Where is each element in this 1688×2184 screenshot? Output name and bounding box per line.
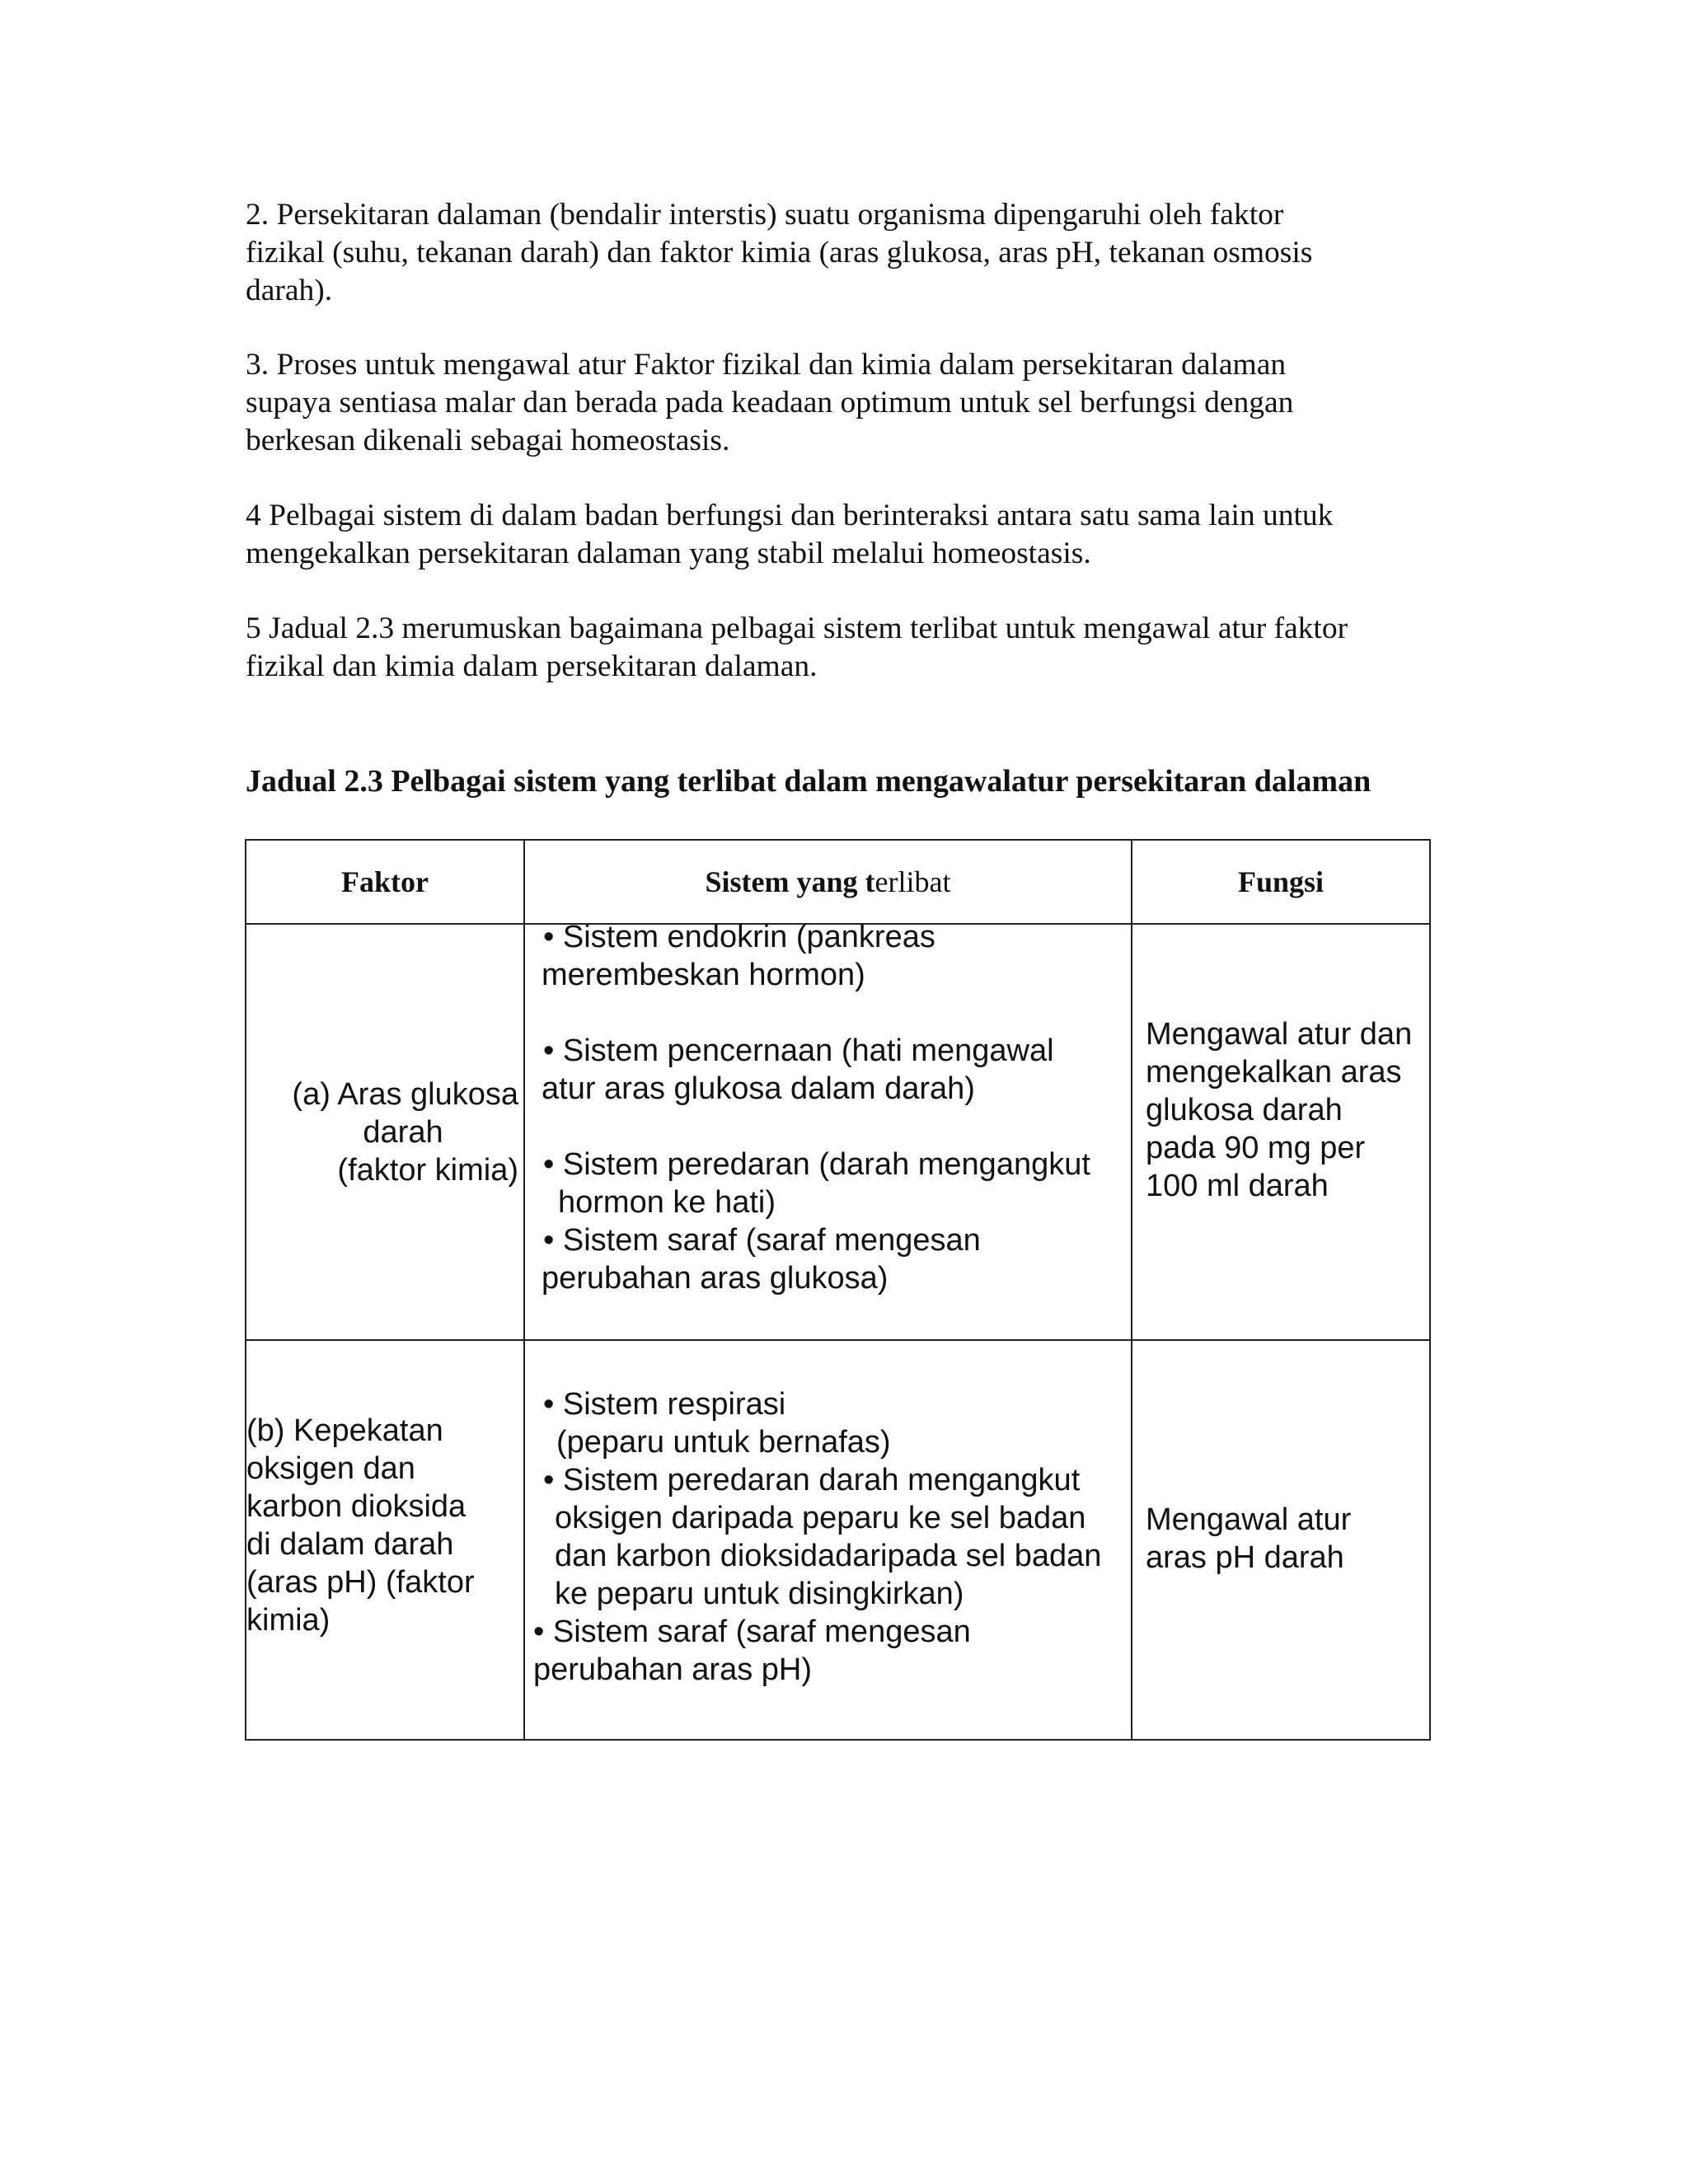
- paragraph-line: 4 Pelbagai sistem di dalam badan berfungsi dan berinteraksi antara satu sama lain untuk: [246, 499, 1334, 532]
- paragraph-line: darah).: [246, 274, 333, 307]
- header-faktor: Faktor: [246, 840, 524, 924]
- sistem-line: perubahan aras pH): [533, 1652, 812, 1687]
- fungsi-line: mengekalkan aras: [1146, 1055, 1402, 1090]
- faktor-line: (a) Aras glukosa: [292, 1076, 518, 1112]
- sistem-line: atur aras glukosa dalam darah): [542, 1071, 975, 1106]
- sistem-line: hormon ke hati): [558, 1185, 776, 1220]
- sistem-line: perubahan aras glukosa): [542, 1261, 889, 1296]
- faktor-line: di dalam darah: [246, 1527, 454, 1562]
- faktor-cell-b: [246, 1340, 524, 1740]
- sistem-line: • Sistem pencernaan (hati mengawal: [543, 1033, 1054, 1068]
- table-header-row: [246, 840, 1430, 924]
- header-sistem-plain: erlibat: [874, 865, 951, 898]
- paragraph-line: fizikal (suhu, tekanan darah) dan faktor kimia (aras glukosa, aras pH, tekanan osmosis: [246, 236, 1313, 269]
- paragraph-2: [246, 196, 1449, 310]
- fungsi-line: pada 90 mg per: [1146, 1131, 1366, 1165]
- header-sistem-bold: Sistem yang t: [705, 865, 875, 898]
- sistem-cell-b: [524, 1340, 1132, 1740]
- table-row: [246, 1340, 1430, 1740]
- table-caption: Jadual 2.3 Pelbagai sistem yang terlibat dalam mengawalatur persekitaran dalaman: [246, 764, 1372, 799]
- faktor-line: kimia): [246, 1603, 331, 1638]
- sistem-line: • Sistem peredaran (darah mengangkut: [543, 1147, 1090, 1182]
- faktor-cell-a: [246, 924, 524, 1340]
- paragraph-line: 2. Persekitaran dalaman (bendalir interstis) suatu organisma dipengaruhi oleh faktor: [246, 198, 1284, 232]
- header-sistem: [524, 840, 1132, 924]
- paragraph-line: berkesan dikenali sebagai homeostasis.: [246, 424, 730, 457]
- sistem-line: (peparu untuk bernafas): [556, 1425, 891, 1460]
- header-fungsi: Fungsi: [1132, 840, 1430, 924]
- spacer: [542, 994, 1128, 1032]
- sistem-line: • Sistem respirasi: [543, 1387, 786, 1422]
- paragraph-4: [246, 497, 1449, 573]
- sistem-line: • Sistem saraf (saraf mengesan: [533, 1615, 971, 1649]
- paragraph-line: 5 Jadual 2.3 merumuskan bagaimana pelbagai sistem terlibat untuk mengawal atur faktor: [246, 612, 1348, 645]
- fungsi-line: Mengawal atur dan: [1146, 1017, 1413, 1052]
- fungsi-line: glukosa darah: [1146, 1093, 1343, 1127]
- sistem-line: ke peparu untuk disingkirkan): [555, 1577, 964, 1611]
- sistem-line: • Sistem peredaran darah mengangkut: [543, 1463, 1081, 1497]
- paragraph-line: 3. Proses untuk mengawal atur Faktor fizikal dan kimia dalam persekitaran dalaman: [246, 348, 1287, 382]
- fungsi-cell-b: [1132, 1340, 1430, 1740]
- faktor-line: oksigen dan: [246, 1451, 415, 1486]
- sistem-line: merembeskan hormon): [542, 958, 865, 992]
- sistem-line: • Sistem saraf (saraf mengesan: [543, 1223, 981, 1258]
- faktor-line: (faktor kimia): [337, 1152, 518, 1188]
- faktor-line: (b) Kepekatan: [246, 1413, 443, 1448]
- fungsi-line: 100 ml darah: [1146, 1169, 1329, 1203]
- sistem-line: • Sistem endokrin (pankreas: [543, 920, 935, 954]
- paragraph-5: [246, 610, 1449, 686]
- faktor-line: karbon dioksida: [246, 1489, 467, 1524]
- sistem-cell-a: [524, 920, 1132, 1340]
- sistem-line: dan karbon dioksidadaripada sel badan: [555, 1539, 1102, 1573]
- paragraph-line: mengekalkan persekitaran dalaman yang stabil melalui homeostasis.: [246, 537, 1091, 570]
- faktor-line: (aras pH) (faktor: [246, 1565, 475, 1600]
- paragraph-3: [246, 346, 1449, 460]
- table-row: [246, 924, 1430, 1340]
- systems-table: [245, 839, 1431, 1741]
- paragraph-line: supaya sentiasa malar dan berada pada keadaan optimum untuk sel berfungsi dengan: [246, 386, 1294, 419]
- faktor-line: darah: [363, 1114, 443, 1150]
- spacer: [542, 1108, 1128, 1146]
- fungsi-line: aras pH darah: [1146, 1540, 1344, 1575]
- fungsi-line: Mengawal atur: [1146, 1502, 1352, 1537]
- paragraph-line: fizikal dan kimia dalam persekitaran dalaman.: [246, 649, 818, 683]
- sistem-line: oksigen daripada peparu ke sel badan: [555, 1501, 1086, 1535]
- fungsi-cell-a: [1132, 924, 1430, 1340]
